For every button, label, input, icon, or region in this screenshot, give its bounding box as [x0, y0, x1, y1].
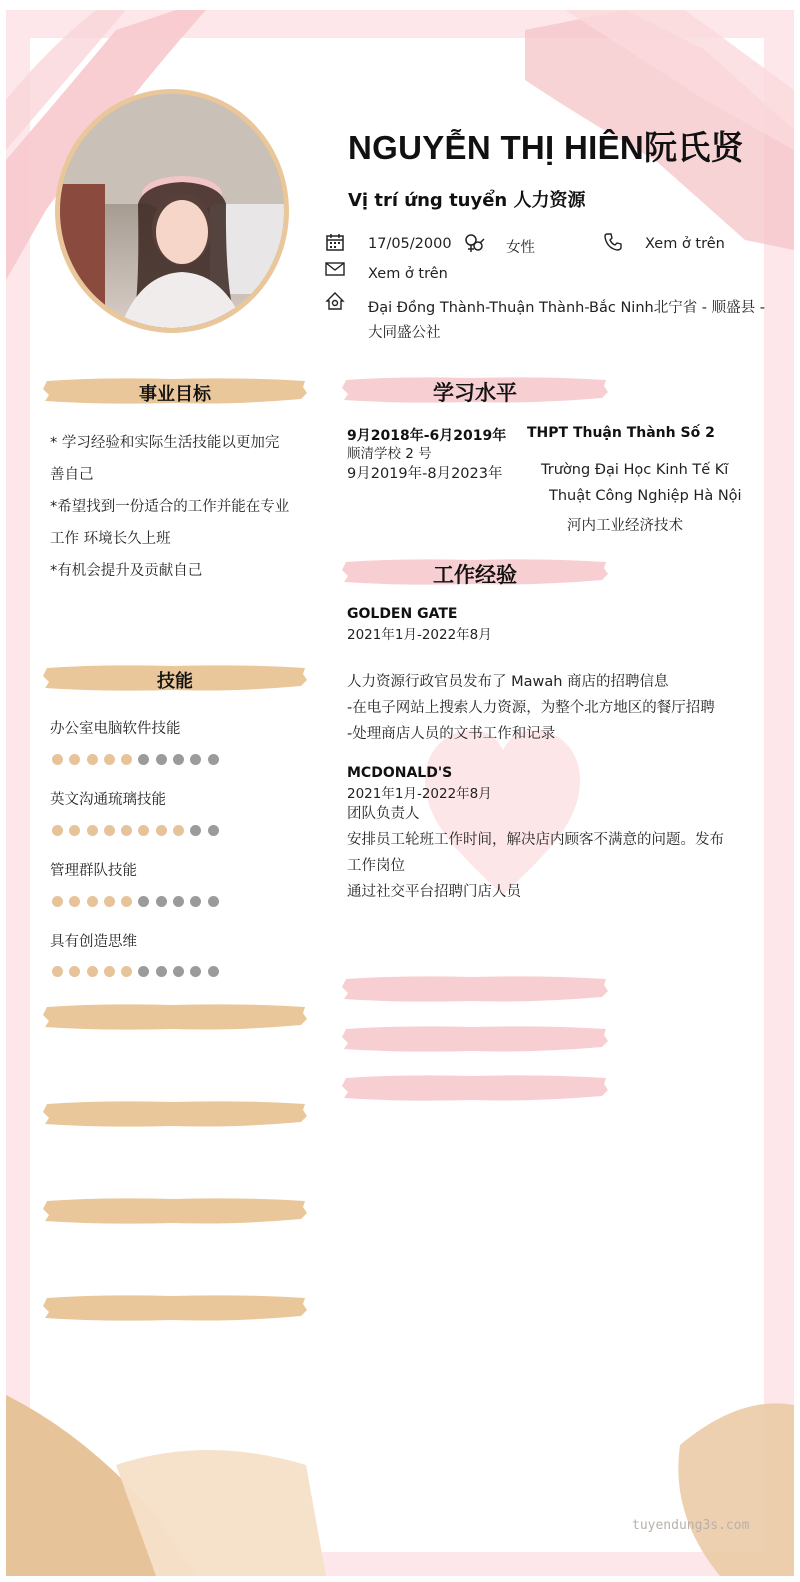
empty-section-brush [342, 1023, 608, 1055]
rating-dot-filled [69, 966, 80, 977]
objective-line: *有机会提升及贡献自己 [50, 563, 203, 579]
empty-section-brush [342, 1072, 608, 1104]
education-school-line: 河内工业经济技术 [567, 518, 683, 534]
skills-title: 技能 [157, 671, 193, 692]
phone-icon [603, 232, 623, 252]
profile-photo-frame [55, 89, 289, 333]
rating-dot-empty [173, 896, 184, 907]
rating-dot-empty [190, 754, 201, 765]
objective-line: 工作 环境长久上班 [50, 531, 171, 547]
education-period: 9月2018年-6月2019年 [347, 428, 507, 444]
rating-dot-empty [208, 966, 219, 977]
rating-dot-filled [69, 896, 80, 907]
rating-dot-filled [104, 825, 115, 836]
rating-dot-empty [190, 896, 201, 907]
skill-label: 管理群队技能 [50, 863, 137, 879]
skill-rating [52, 896, 219, 907]
objective-line: * 学习经验和实际生活技能以更加完 [50, 435, 280, 451]
rating-dot-filled [52, 896, 63, 907]
calendar-icon [325, 232, 345, 252]
decor-brush-bottom-right [660, 1395, 794, 1576]
job-duty: 通过社交平台招聘门店人员 [347, 884, 521, 900]
rating-dot-empty [190, 825, 201, 836]
rating-dot-filled [52, 825, 63, 836]
rating-dot-empty [208, 825, 219, 836]
rating-dot-empty [173, 966, 184, 977]
rating-dot-filled [87, 896, 98, 907]
rating-dot-filled [121, 966, 132, 977]
education-school-line: Thuật Công Nghiệp Hà Nội [549, 488, 742, 504]
rating-dot-filled [173, 825, 184, 836]
profile-photo [60, 94, 284, 328]
education-period: 9月2019年-8月2023年 [347, 466, 503, 482]
home-icon [325, 291, 345, 311]
rating-dot-filled [52, 754, 63, 765]
rating-dot-filled [121, 896, 132, 907]
education-school: THPT Thuận Thành Số 2 [527, 425, 715, 441]
objective-line: *希望找到一份适合的工作并能在专业 [50, 499, 290, 515]
address-line-2: 大同盛公社 [368, 325, 441, 341]
education-school-line: Trường Đại Học Kinh Tế Kĩ [541, 462, 729, 478]
rating-dot-empty [156, 896, 167, 907]
rating-dot-filled [121, 754, 132, 765]
education-note: 顺清学校 2 号 [347, 446, 432, 462]
rating-dot-empty [208, 896, 219, 907]
education-title: 学习水平 [433, 381, 517, 405]
rating-dot-filled [87, 754, 98, 765]
rating-dot-empty [173, 754, 184, 765]
job-duty: 团队负责人 [347, 806, 420, 822]
skill-rating [52, 966, 219, 977]
skill-rating [52, 754, 219, 765]
gender-icon [463, 232, 485, 254]
objective-line: 善自己 [50, 467, 94, 483]
phone-value: Xem ở trên [645, 236, 725, 252]
empty-section-brush [43, 1001, 307, 1033]
skill-label: 具有创造思维 [50, 934, 137, 950]
email-value: Xem ở trên [368, 266, 448, 282]
rating-dot-filled [138, 825, 149, 836]
empty-section-brush [342, 973, 608, 1005]
job-duty: -在电子网站上搜索人力资源，为整个北方地区的餐厅招聘 [347, 700, 715, 716]
skill-label: 英文沟通琉璃技能 [50, 792, 166, 808]
rating-dot-empty [156, 966, 167, 977]
company-name: GOLDEN GATE [347, 606, 458, 622]
rating-dot-filled [69, 825, 80, 836]
company-name: MCDONALD'S [347, 765, 453, 781]
gender-value: 女性 [506, 240, 535, 256]
skill-rating [52, 825, 219, 836]
rating-dot-empty [138, 896, 149, 907]
rating-dot-filled [87, 966, 98, 977]
job-duty: 工作岗位 [347, 858, 405, 874]
rating-dot-filled [104, 754, 115, 765]
profile-photo-illustration [60, 94, 284, 328]
decor-heart [425, 730, 580, 900]
work-title: 工作经验 [433, 563, 517, 587]
address-line-1: Đại Đồng Thành-Thuận Thành-Bắc Ninh北宁省 - 顺盛县 - [368, 300, 765, 316]
rating-dot-filled [104, 896, 115, 907]
empty-section-brush [43, 1098, 307, 1130]
rating-dot-empty [190, 966, 201, 977]
rating-dot-filled [52, 966, 63, 977]
decor-brush-bottom-left [6, 1395, 326, 1576]
rating-dot-filled [121, 825, 132, 836]
empty-section-brush [43, 1195, 307, 1227]
objective-title: 事业目标 [139, 384, 211, 405]
rating-dot-filled [87, 825, 98, 836]
rating-dot-empty [208, 754, 219, 765]
rating-dot-filled [156, 825, 167, 836]
rating-dot-filled [104, 966, 115, 977]
job-duty: 人力资源行政官员发布了 Mawah 商店的招聘信息 [347, 674, 669, 690]
empty-section-brush [43, 1292, 307, 1324]
rating-dot-empty [138, 966, 149, 977]
rating-dot-empty [156, 754, 167, 765]
job-period: 2021年1月-2022年8月 [347, 627, 492, 643]
job-duty: -处理商店人员的文书工作和记录 [347, 726, 556, 742]
mail-icon [325, 261, 345, 277]
rating-dot-empty [138, 754, 149, 765]
birthday-value: 17/05/2000 [368, 236, 452, 252]
watermark: tuyendung3s.com [632, 1518, 750, 1533]
candidate-name: NGUYỄN THỊ HIÊN阮氏贤 [348, 129, 744, 166]
job-period: 2021年1月-2022年8月 [347, 786, 492, 802]
skill-label: 办公室电脑软件技能 [50, 721, 181, 737]
desired-position: Vị trí ứng tuyển 人力资源 [348, 190, 586, 211]
job-duty: 安排员工轮班工作时间，解决店内顾客不满意的问题。发布 [347, 832, 724, 848]
rating-dot-filled [69, 754, 80, 765]
